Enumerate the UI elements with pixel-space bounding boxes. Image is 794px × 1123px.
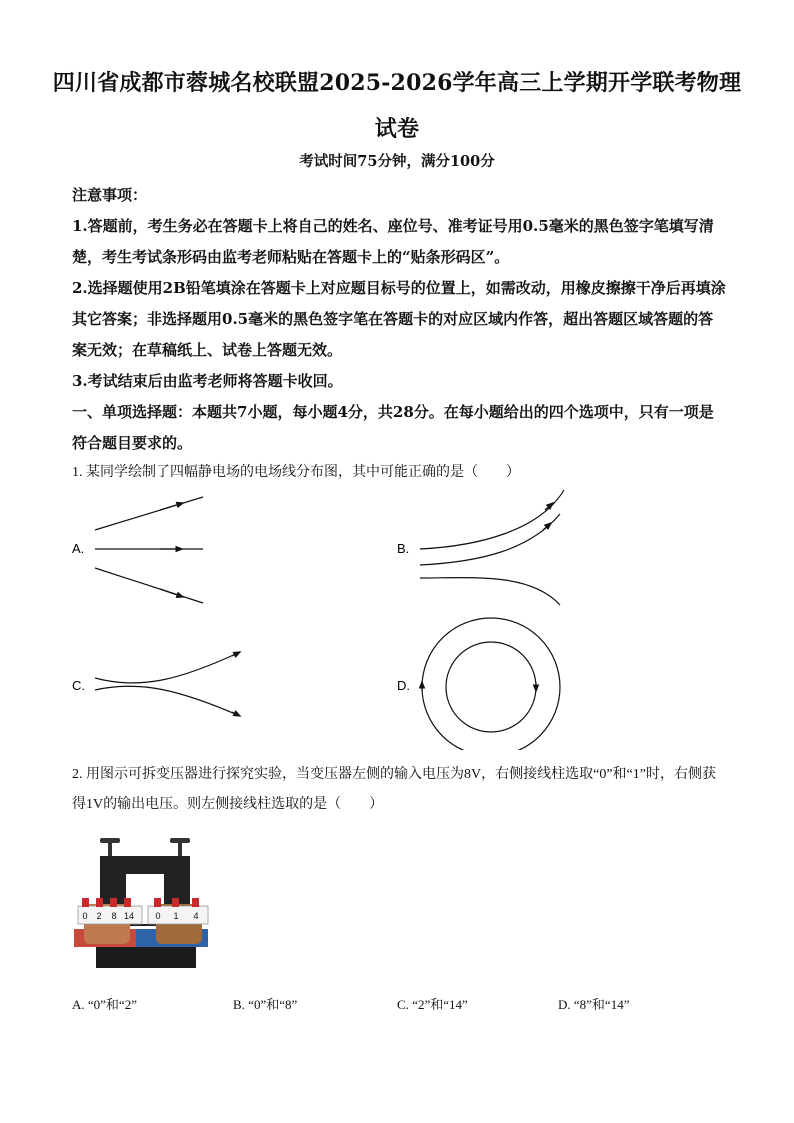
q1-option-c-field-lines (95, 652, 240, 716)
q1-option-a-label: A. (72, 541, 85, 556)
transformer-figure (72, 834, 212, 974)
q2-option-c: C. “2”和“14” (397, 997, 468, 1012)
q1-figure (0, 480, 794, 750)
q2-option-d: D. “8”和“14” (558, 997, 630, 1012)
exam-title-line2: 试卷 (374, 116, 420, 142)
q1-option-b-label: B. (397, 541, 410, 556)
notes-heading: 注意事项： (72, 186, 148, 204)
q1-option-c-label: C. (72, 678, 85, 693)
terminal-left-0: 0 (82, 911, 88, 921)
exam-title-line1: 四川省成都市蓉城名校联盟2025-2026学年高三上学期开学联考物理 (52, 70, 742, 96)
notes-item-3: 3.考试结束后由监考老师将答题卡收回。 (72, 372, 343, 390)
q1-option-d-label: D. (397, 678, 410, 693)
q1-option-a-field-lines (95, 497, 203, 603)
terminal-right-4: 4 (193, 911, 199, 921)
q2-stem: 2. 用图示可拆变压器进行探究实验，当变压器左侧的输入电压为8V，右侧接线柱选取“0”和“1”时，右侧获得1V的输出电压。则左侧接线柱选取的是（ ） (72, 767, 716, 812)
q1-option-d-field-lines (422, 618, 560, 750)
terminal-right-1: 1 (173, 911, 179, 921)
q2-option-a: A. “0”和“2” (72, 997, 137, 1012)
terminal-left-2: 2 (96, 911, 102, 921)
q1-stem: 1. 某同学绘制了四幅静电场的电场线分布图，其中可能正确的是（ ） (72, 465, 520, 480)
notes-item-1: 1.答题前，考生务必在答题卡上将自己的姓名、座位号、准考证号用0.5毫米的黑色签字笔填写清楚，考生考试条形码由监考老师粘贴在答题卡上的“贴条形码区”。 (72, 217, 714, 266)
notes-item-2: 2.选择题使用2B铅笔填涂在答题卡上对应题目标号的位置上，如需改动，用橡皮擦擦干净后再填涂其它答案；非选择题用0.5毫米的黑色签字笔在答题卡的对应区域内作答，超出答题区域答题的答案无效；在草稿纸上、试卷上答题无效。 (72, 279, 726, 359)
terminal-right-0: 0 (155, 911, 161, 921)
terminal-left-14: 14 (123, 911, 135, 921)
section1-heading: 一、单项选择题：本题共7小题，每小题4分，共28分。在每小题给出的四个选项中，只有一项是符合题目要求的。 (72, 403, 714, 452)
q2-option-b: B. “0”和“8” (233, 997, 298, 1012)
terminal-left-8: 8 (111, 911, 117, 921)
q1-option-b-field-lines (420, 490, 564, 605)
exam-subtitle: 考试时间75分钟，满分100分 (299, 153, 495, 170)
